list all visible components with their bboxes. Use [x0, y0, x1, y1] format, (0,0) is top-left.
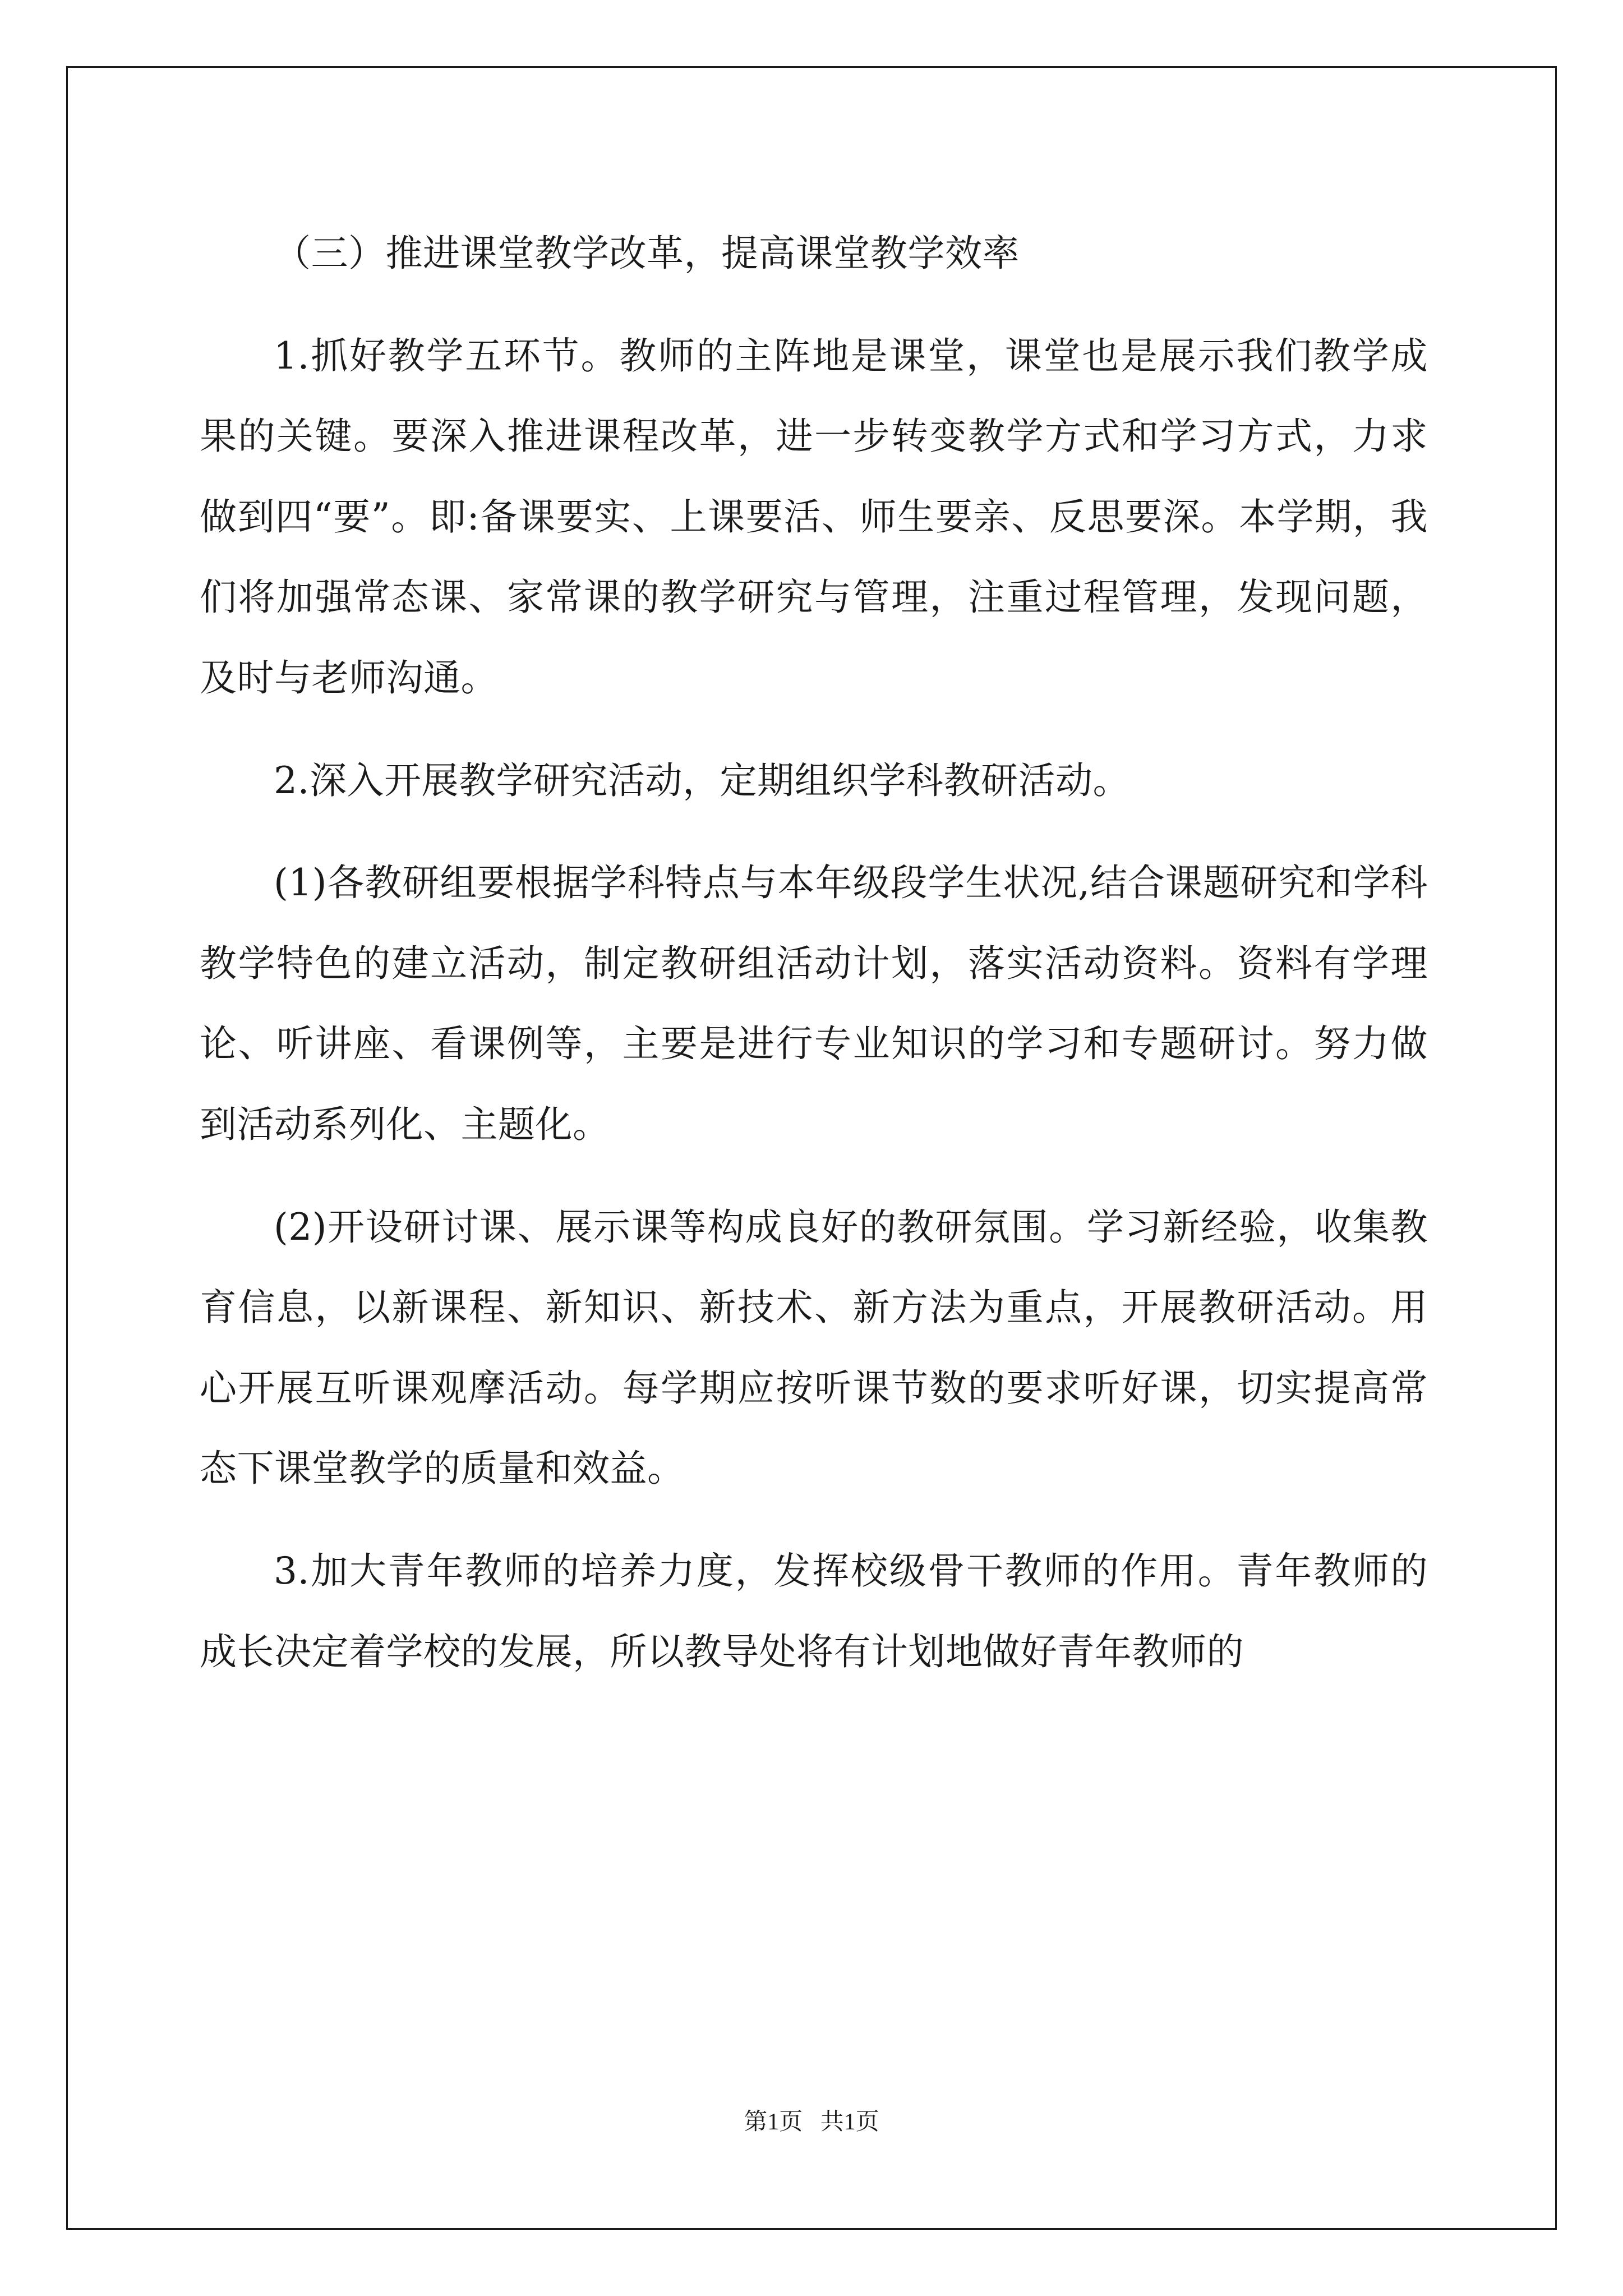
paragraph: (2)开设研讨课、展示课等构成良好的教研氛围。学习新经验，收集教育信息，以新课程、新知识、新技术、新方法为重点，开展教研活动。用心开展互听课观摩活动。每学期应按听课节数的要求听好课，切实提高常态下课堂教学的质量和效益。	[200, 1205, 1428, 1490]
paragraph: 1.抓好教学五环节。教师的主阵地是课堂，课堂也是展示我们教学成果的关键。要深入推进课程改革，进一步转变教学方式和学习方式，力求做到四“要”。即:备课要实、上课要活、师生要亲、反思要深。本学期，我们将加强常态课、家常课的教学研究与管理，注重过程管理，发现问题，及时与老师沟通。	[200, 334, 1428, 700]
paragraph: 3.加大青年教师的培养力度，发挥校级骨干教师的作用。青年教师的成长决定着学校的发展，所以教导处将有计划地做好青年教师的	[200, 1549, 1428, 1673]
page-footer	[0, 2108, 1623, 2136]
document-body	[200, 213, 1428, 1714]
page-number: 第1页	[744, 2109, 803, 2135]
page-total: 共1页	[820, 2109, 879, 2135]
paragraph: 2.深入开展教学研究活动，定期组织学科教研活动。	[274, 758, 1130, 802]
paragraph: (1)各教研组要根据学科特点与本年级段学生状况,结合课题研究和学科教学特色的建立活动，制定教研组活动计划，落实活动资料。资料有学理论、听讲座、看课例等，主要是进行专业知识的学习和专题研讨。努力做到活动系列化、主题化。	[200, 861, 1428, 1146]
section-heading: （三）推进课堂教学改革，提高课堂教学效率	[274, 232, 1020, 275]
